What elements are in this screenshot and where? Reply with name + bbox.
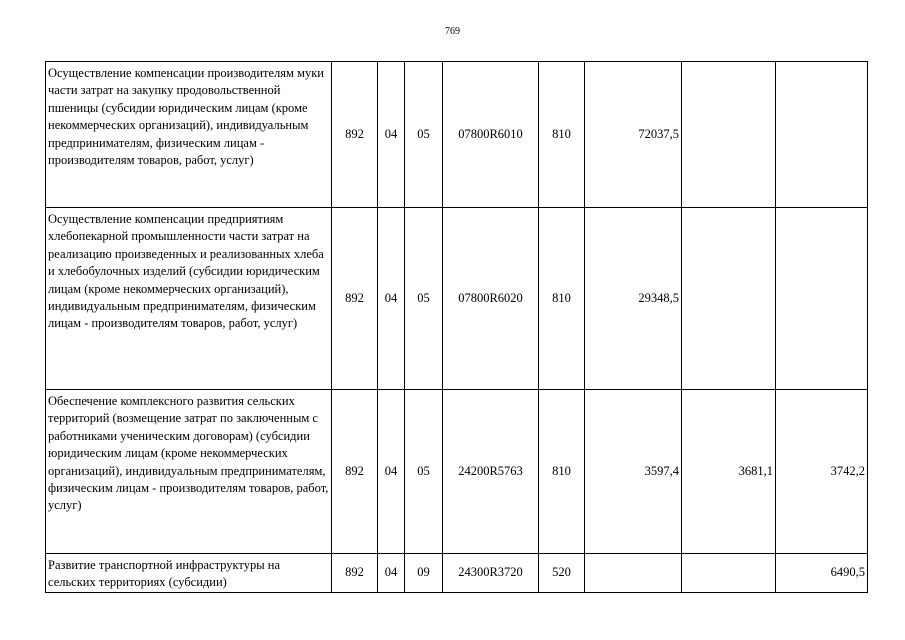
expense-type-cell: 810 <box>539 62 585 208</box>
target-article-cell: 24300R3720 <box>443 554 539 593</box>
amount-year1-cell: 29348,5 <box>585 208 682 390</box>
subsection-cell: 09 <box>405 554 443 593</box>
row-description: Обеспечение комплексного развития сельских территорий (возмещение затрат по заключенным с работниками ученическим договорам) (субсидии юридическим лицам (кроме некоммерческих организаций), индивидуальным предпринимателям, физическим лицам - производителям товаров, работ, услуг) <box>46 390 332 554</box>
amount-year2-cell <box>682 62 776 208</box>
page-number: 769 <box>445 26 460 37</box>
subsection-cell: 05 <box>405 390 443 554</box>
target-article-cell: 07800R6010 <box>443 62 539 208</box>
amount-year1-cell: 72037,5 <box>585 62 682 208</box>
table-row <box>46 208 868 390</box>
expense-type-cell: 810 <box>539 208 585 390</box>
amount-year3-cell: 6490,5 <box>776 554 868 593</box>
budget-table <box>45 61 868 593</box>
amount-year2-cell: 3681,1 <box>682 390 776 554</box>
section-cell: 04 <box>378 390 405 554</box>
expense-type-cell: 810 <box>539 390 585 554</box>
table-row <box>46 554 868 593</box>
table-row <box>46 390 868 554</box>
expense-type-cell: 520 <box>539 554 585 593</box>
subsection-cell: 05 <box>405 62 443 208</box>
section-cell: 04 <box>378 208 405 390</box>
amount-year3-cell: 3742,2 <box>776 390 868 554</box>
row-description: Развитие транспортной инфраструктуры на сельских территориях (субсидии) <box>46 554 332 593</box>
target-article-cell: 24200R5763 <box>443 390 539 554</box>
target-article-cell: 07800R6020 <box>443 208 539 390</box>
amount-year2-cell <box>682 554 776 593</box>
row-description: Осуществление компенсации производителям муки части затрат на закупку продовольственной пшеницы (субсидии юридическим лицам (кроме некоммерческих организаций), индивидуальным предпринимателям, физическим лицам - производителям товаров, работ, услуг) <box>46 62 332 208</box>
section-cell: 04 <box>378 62 405 208</box>
grbs-cell: 892 <box>332 208 378 390</box>
grbs-cell: 892 <box>332 390 378 554</box>
amount-year2-cell <box>682 208 776 390</box>
section-cell: 04 <box>378 554 405 593</box>
grbs-cell: 892 <box>332 554 378 593</box>
table-row <box>46 62 868 208</box>
amount-year3-cell <box>776 208 868 390</box>
amount-year3-cell <box>776 62 868 208</box>
subsection-cell: 05 <box>405 208 443 390</box>
amount-year1-cell: 3597,4 <box>585 390 682 554</box>
amount-year1-cell <box>585 554 682 593</box>
row-description: Осуществление компенсации предприятиям хлебопекарной промышленности части затрат на реализацию произведенных и реализованных хлеба и хлебобулочных изделий (субсидии юридическим лицам (кроме некоммерческих организаций), индивидуальным предпринимателям, физическим лицам - производителям товаров, работ, услуг) <box>46 208 332 390</box>
grbs-cell: 892 <box>332 62 378 208</box>
